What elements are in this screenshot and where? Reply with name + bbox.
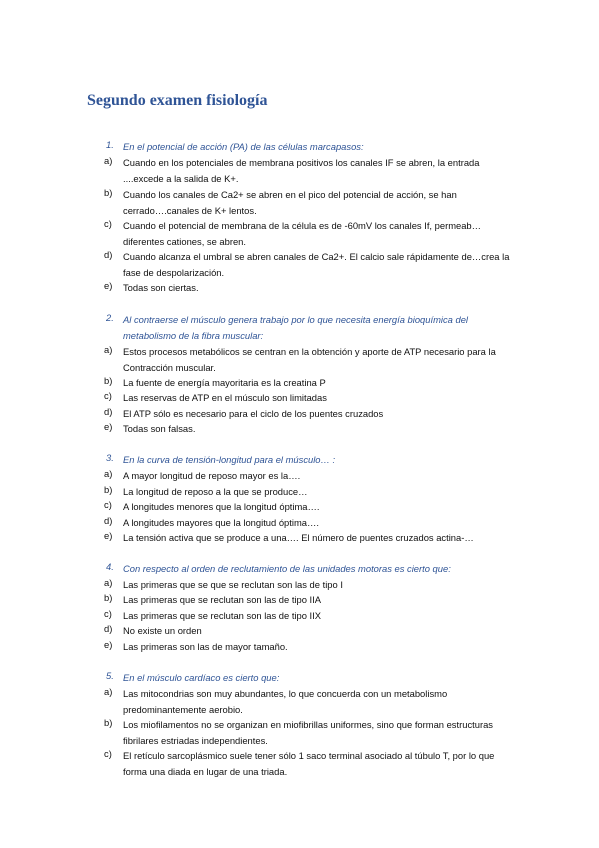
question-text: En la curva de tensión-longitud para el músculo… : (123, 454, 336, 465)
option-text: Las reservas de ATP en el músculo son limitadas (123, 392, 327, 403)
question-number: 4. (106, 561, 114, 572)
option-letter: b) (104, 592, 113, 603)
option-letter: d) (104, 515, 113, 526)
question-text: Con respecto al orden de reclutamiento de las unidades motoras es cierto que: (123, 563, 451, 574)
option-text: El ATP sólo es necesario para el ciclo de los puentes cruzados (123, 408, 384, 419)
question-text: En el potencial de acción (PA) de las células marcapasos: (123, 141, 364, 152)
page-title: Segundo examen fisiología (87, 92, 268, 109)
question-number: 5. (106, 670, 114, 681)
option-text: Cuando los canales de Ca2+ se abren en el pico del potencial de acción, se han cerrado….canales de K+ lentos. (123, 189, 457, 216)
option-letter: c) (104, 608, 112, 619)
question-number: 2. (106, 312, 114, 323)
option-letter: c) (104, 499, 112, 510)
option-letter: a) (104, 686, 113, 697)
option-text: La longitud de reposo a la que se produce… (123, 486, 308, 497)
option-letter: d) (104, 249, 113, 260)
option-text: El retículo sarcoplásmico suele tener sólo 1 saco terminal asociado al túbulo T, por lo que forma una diada en lugar de una triada. (123, 750, 495, 777)
option-letter: e) (104, 421, 113, 432)
option-text: Las primeras que se que se reclutan son las de tipo I (123, 579, 343, 590)
option-letter: b) (104, 187, 113, 198)
option-text: Las primeras que se reclutan son las de tipo IIA (123, 594, 322, 605)
option-text: Las primeras que se reclutan son las de tipo IIX (123, 610, 322, 621)
question-number: 3. (106, 452, 114, 463)
option-letter: a) (104, 468, 113, 479)
option-letter: c) (104, 390, 112, 401)
question-text: En el músculo cardíaco es cierto que: (123, 672, 280, 683)
option-text: Todas son ciertas. (123, 282, 199, 293)
option-text: Cuando en los potenciales de membrana positivos los canales IF se abren, la entrada ....excede a la salida de K+. (123, 157, 480, 184)
option-text: A longitudes menores que la longitud óptima…. (123, 501, 320, 512)
option-text: Las mitocondrias son muy abundantes, lo que concuerda con un metabolismo predominantemente aerobio. (123, 688, 448, 715)
option-letter: a) (104, 577, 113, 588)
option-text: Cuando el potencial de membrana de la célula es de -60mV los canales If, permeab… diferentes cationes, se abren. (123, 220, 482, 247)
option-letter: e) (104, 280, 113, 291)
option-text: A mayor longitud de reposo mayor es la…. (123, 470, 301, 481)
option-text: Estos procesos metabólicos se centran en la obtención y aporte de ATP necesario para la Contracción muscular. (123, 346, 496, 373)
option-text: No existe un orden (123, 625, 202, 636)
question-number: 1. (106, 139, 114, 150)
option-letter: b) (104, 375, 113, 386)
option-text: Cuando alcanza el umbral se abren canales de Ca2+. El calcio sale rápidamente de…crea la fase de despolarización. (123, 251, 510, 278)
option-letter: d) (104, 406, 113, 417)
option-letter: b) (104, 717, 113, 728)
option-letter: a) (104, 344, 113, 355)
option-letter: c) (104, 748, 112, 759)
option-letter: d) (104, 623, 113, 634)
option-text: La fuente de energía mayoritaria es la creatina P (123, 377, 326, 388)
option-letter: c) (104, 218, 112, 229)
option-text: Todas son falsas. (123, 423, 196, 434)
option-letter: a) (104, 155, 113, 166)
option-letter: e) (104, 639, 113, 650)
question-text: Al contraerse el músculo genera trabajo por lo que necesita energía bioquímica del metabolismo de la fibra muscular: (123, 314, 468, 341)
option-letter: b) (104, 484, 113, 495)
option-text: Los miofilamentos no se organizan en miofibrillas uniformes, sino que forman estructuras fibrilares estriadas independientes. (123, 719, 493, 746)
option-text: La tensión activa que se produce a una…. El número de puentes cruzados actina-… (123, 532, 474, 543)
option-text: A longitudes mayores que la longitud óptima…. (123, 517, 319, 528)
option-letter: e) (104, 530, 113, 541)
option-text: Las primeras son las de mayor tamaño. (123, 641, 288, 652)
